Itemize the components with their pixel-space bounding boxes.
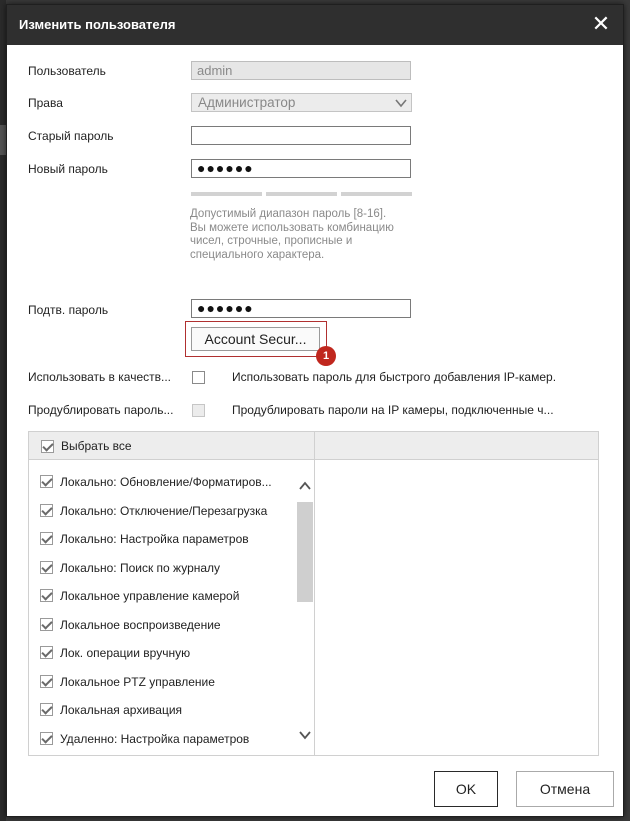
chevron-down-icon[interactable] (298, 728, 312, 742)
strength-bar-2 (266, 192, 337, 196)
use-as-label: Использовать в качеств... (28, 370, 171, 384)
permission-checkbox[interactable] (40, 618, 53, 631)
permission-checkbox[interactable] (40, 561, 53, 574)
permission-checkbox[interactable] (40, 675, 53, 688)
permission-label: Удаленно: Настройка параметров (60, 731, 250, 746)
permission-item[interactable] (29, 497, 299, 525)
permission-item[interactable] (29, 725, 299, 753)
password-hint: Допустимый диапазон пароль [8-16]. Вы можете использовать комбинацию чисел, строчные, прописные и специального характера. (190, 208, 394, 261)
confirm-password-field[interactable]: ●●●●●● (191, 299, 411, 318)
duplicate-checkbox[interactable] (192, 404, 205, 417)
rights-select (191, 93, 412, 112)
permission-checkbox[interactable] (40, 703, 53, 716)
permission-item[interactable] (29, 611, 299, 639)
strength-bar-3 (341, 192, 412, 196)
permission-label: Локальное PTZ управление (60, 674, 215, 689)
permission-label: Локальное воспроизведение (60, 617, 221, 632)
chevron-up-icon[interactable] (298, 479, 312, 493)
permission-checkbox[interactable] (40, 532, 53, 545)
close-icon[interactable]: ✕ (591, 11, 611, 36)
select-all-label: Выбрать все (61, 439, 132, 453)
permission-item[interactable] (29, 639, 299, 667)
duplicate-description: Продублировать пароли на IP камеры, подключенные ч... (232, 403, 554, 417)
new-password-label: Новый пароль (28, 162, 108, 176)
user-label: Пользователь (28, 64, 106, 78)
permission-item[interactable] (29, 668, 299, 696)
permission-item[interactable] (29, 525, 299, 553)
permission-item[interactable] (29, 582, 299, 610)
permission-checkbox[interactable] (40, 646, 53, 659)
scrollbar-thumb[interactable] (297, 502, 313, 602)
permission-checkbox[interactable] (40, 589, 53, 602)
chevron-down-icon (394, 96, 408, 110)
permission-checkbox[interactable] (40, 732, 53, 745)
permission-label: Локально: Отключение/Перезагрузка (60, 503, 268, 518)
confirm-password-label: Подтв. пароль (28, 303, 109, 317)
select-all-checkbox[interactable] (41, 440, 54, 453)
permission-label: Локальное управление камерой (60, 589, 240, 603)
permission-label: Лок. операции вручную (60, 646, 191, 660)
permission-item[interactable] (29, 468, 299, 496)
old-password-field[interactable] (191, 126, 411, 145)
strength-bar-1 (191, 192, 262, 196)
user-field: admin (191, 61, 411, 80)
use-as-description: Использовать пароль для быстрого добавления IP-камер. (232, 370, 557, 384)
account-security-highlight (185, 321, 327, 357)
ok-button[interactable]: OK (434, 771, 498, 807)
rights-value: Администратор (198, 95, 296, 110)
step-badge: 1 (316, 346, 336, 366)
rights-label: Права (28, 96, 63, 110)
account-security-button[interactable]: Account Secur... (191, 327, 320, 351)
dialog-titlebar (7, 5, 623, 45)
permissions-panel (28, 431, 599, 756)
duplicate-label: Продублировать пароль... (28, 403, 174, 417)
permission-label: Локально: Настройка параметров (60, 532, 249, 546)
old-password-label: Старый пароль (28, 129, 114, 143)
permission-label: Локально: Поиск по журналу (60, 560, 221, 575)
permission-checkbox[interactable] (40, 475, 53, 488)
panel-divider (314, 432, 315, 756)
edit-user-dialog (6, 4, 624, 817)
permission-label: Локальная архивация (60, 703, 183, 717)
new-password-field[interactable]: ●●●●●● (191, 159, 411, 178)
use-as-checkbox[interactable] (192, 371, 205, 384)
permission-item[interactable] (29, 696, 299, 724)
dialog-title: Изменить пользователя (19, 17, 176, 32)
permission-checkbox[interactable] (40, 504, 53, 517)
cancel-button[interactable]: Отмена (516, 771, 614, 807)
permission-label: Локально: Обновление/Форматиров... (60, 475, 272, 489)
permission-item[interactable] (29, 554, 299, 582)
